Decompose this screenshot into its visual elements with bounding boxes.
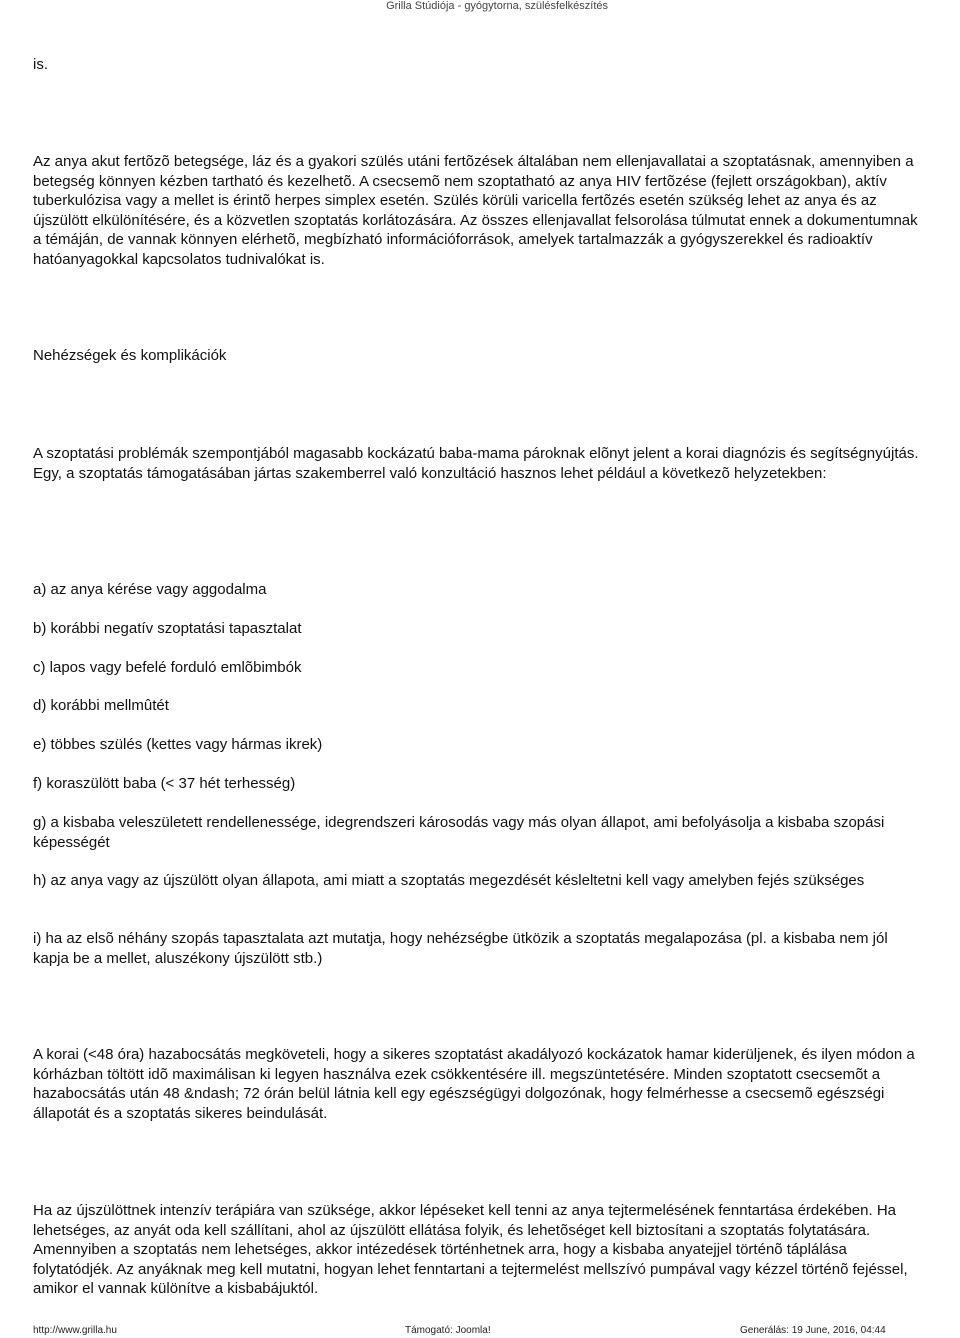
text-fragment: is. bbox=[33, 56, 48, 73]
paragraph-early-discharge: A korai (<48 óra) hazabocsátás megköveteli, hogy a sikeres szoptatást akadályozó kockázatok hamar kiderüljenek, és ilyen módon a kórházban töltött idõ maximálisan ki legyen használva ezek csökkentésére ill. megszüntetésére. Minden szoptatott csecsemõt a hazabocsátás után 48 &ndash; 72 órán belül látnia kell egy egészségügyi dolgozónak, hogy felmérhesse a csecsemõ egészségi állapotát és a szoptatás sikeres beindulását. bbox=[33, 1046, 915, 1122]
list-item: a) az anya kérése vagy aggodalma bbox=[33, 581, 267, 598]
list-item: h) az anya vagy az újszülött olyan állapota, ami miatt a szoptatás megezdését késleltetni kell vagy amelyben fejés szükséges bbox=[33, 872, 865, 889]
list-item: i) ha az elsõ néhány szopás tapasztalata azt mutatja, hogy nehézségbe ütközik a szoptatás megalapozása (pl. a kisbaba nem jól kapja be a mellet, aluszékony újszülött stb.) bbox=[33, 930, 888, 967]
footer-site-link[interactable]: http://www.grilla.hu bbox=[33, 1325, 117, 1336]
list-item: b) korábbi negatív szoptatási tapasztalat bbox=[33, 620, 302, 637]
paragraph-risk-pairs: A szoptatási problémák szempontjából magasabb kockázatú baba-mama pároknak elõnyt jelent a korai diagnózis és segítségnyújtás. Egy, a szoptatás támogatásában jártas szakemberrel való konzultáció hasznos lehet például a következõ helyzetekben: bbox=[33, 445, 919, 482]
footer-sponsor: Támogató: Joomla! bbox=[405, 1325, 491, 1336]
list-item: f) koraszülött baba (< 37 hét terhesség) bbox=[33, 775, 296, 792]
paragraph-contraindications: Az anya akut fertõzõ betegsége, láz és a gyakori szülés utáni fertõzések általában nem ellenjavallatai a szoptatásnak, amennyiben a betegség könnyen kézben tartható és kezelhetõ. A csecsemõ nem szoptatható az anya HIV fertõzése (fejlett országokban), aktív tuberkulózisa vagy a mellet is érintõ herpes simplex esetén. Szülés körüli varicella fertõzés esetén szükség lehet az anya és az újszülött elkülönítésére, és a közvetlen szoptatás korlátozására. Az összes ellenjavallat felsorolása túlmutat ennek a dokumentumnak a témáján, de vannak könnyen elérhetõ, megbízható információforrások, amelyek tartalmazzák a gyógyszerekkel és radioaktív hatóanyagokkal kapcsolatos tudnivalókat is. bbox=[33, 153, 918, 268]
list-item: e) többes szülés (kettes vagy hármas ikrek) bbox=[33, 736, 323, 753]
list-item: g) a kisbaba veleszületett rendellenessége, idegrendszeri károsodás vagy más olyan állapot, ami befolyásolja a kisbaba szopási képességét bbox=[33, 814, 885, 851]
paragraph-intensive-care: Ha az újszülöttnek intenzív terápiára van szüksége, akkor lépéseket kell tenni az anya tejtermelésének fenntartása érdekében. Ha lehetséges, az anyát oda kell szállítani, ahol az újszülött ellátása folyik, és lehetõséget kell biztosítani a szoptatás folytatására. Amennyiben a szoptatás nem lehetséges, akkor intézedések történhetnek arra, hogy a kisbaba anyatejjel történõ táplálása folytatódjék. Az anyáknak meg kell mutatni, hogyan lehet fenntartani a tejtermelést mellszívó pumpával vagy kézzel történõ fejéssel, amikor el vannak különítve a kisbabájuktól. bbox=[33, 1202, 908, 1297]
footer-generated-timestamp: Generálás: 19 June, 2016, 04:44 bbox=[740, 1325, 886, 1336]
list-item: d) korábbi mellmûtét bbox=[33, 697, 169, 714]
site-header-title: Grilla Stúdiója - gyógytorna, szülésfelkészítés bbox=[386, 0, 608, 12]
section-heading: Nehézségek és komplikációk bbox=[33, 347, 227, 364]
list-item: c) lapos vagy befelé forduló emlõbimbók bbox=[33, 659, 302, 676]
